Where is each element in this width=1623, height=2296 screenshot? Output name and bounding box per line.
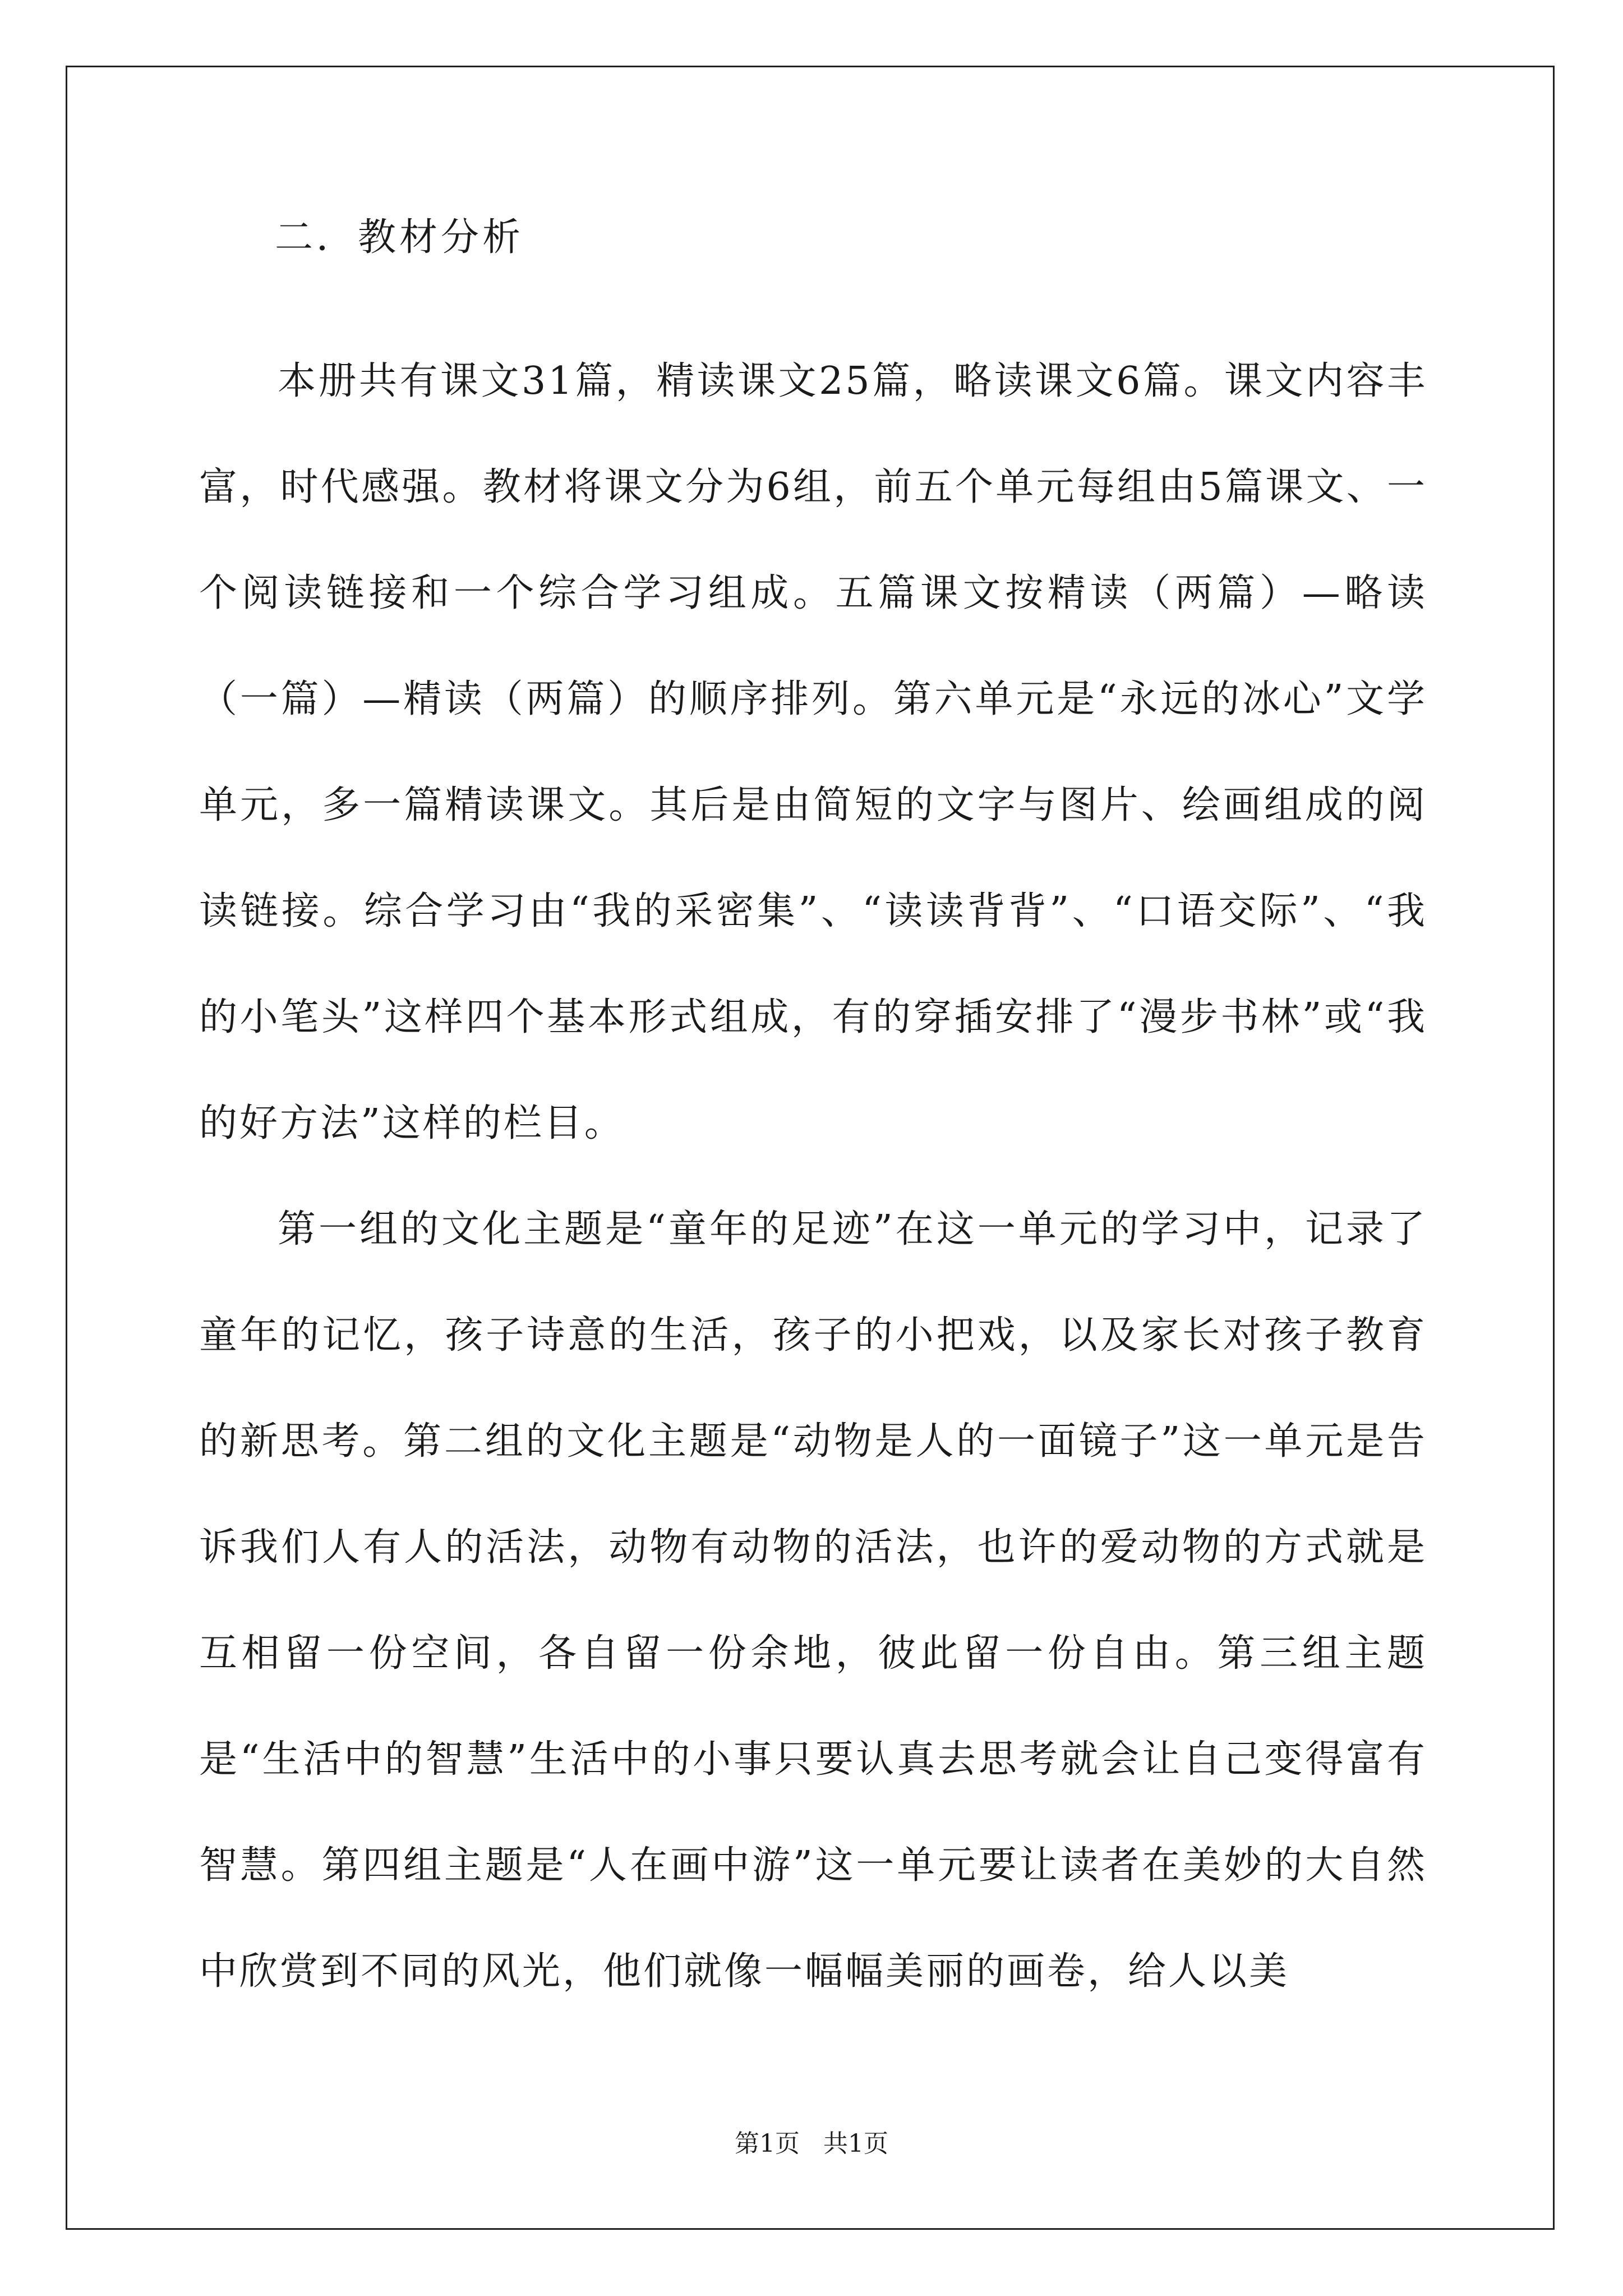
paragraph-textbook-overview: 本册共有课文31篇，精读课文25篇，略读课文6篇。课文内容丰富，时代感强。教材将课文分为6组，前五个单元每组由5篇课文、一个阅读链接和一个综合学习组成。五篇课文按精读（两篇）—略读（一篇）—精读（两篇）的顺序排列。第六单元是“永远的冰心”文学单元，多一篇精读课文。其后是由简短的文字与图片、绘画组成的阅读链接。综合学习由“我的采密集”、“读读背背”、“口语交际”、“我的小笔头”这样四个基本形式组成，有的穿插安排了“漫步书林”或“我的好方法”这样的栏目。	[199, 359, 1427, 1145]
document-body	[199, 215, 1427, 2024]
paragraph-unit-themes: 第一组的文化主题是“童年的足迹”在这一单元的学习中，记录了童年的记忆，孩子诗意的生活，孩子的小把戏，以及家长对孩子教育的新思考。第二组的文化主题是“动物是人的一面镜子”这一单元是告诉我们人有人的活法，动物有动物的活法，也许的爱动物的方式就是互相留一份空间，各自留一份余地，彼此留一份自由。第三组主题是“生活中的智慧”生活中的小事只要认真去思考就会让自己变得富有智慧。第四组主题是“人在画中游”这一单元要让读者在美妙的大自然中欣赏到不同的风光，他们就像一幅幅美丽的画卷，给人以美	[199, 1207, 1427, 1994]
page-footer: 第1页 共1页	[735, 2129, 888, 2158]
section-heading: 二．教材分析	[275, 215, 524, 260]
